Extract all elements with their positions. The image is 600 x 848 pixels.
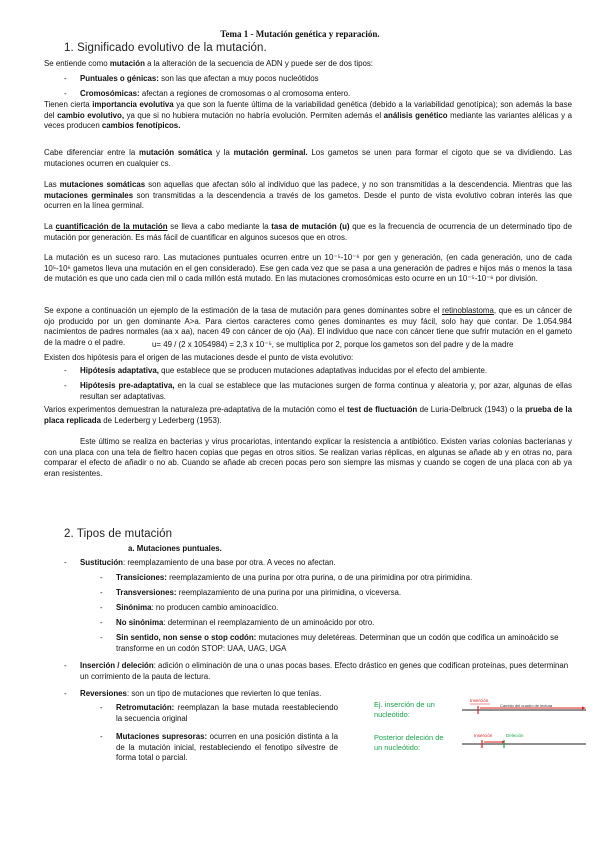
list-item-sustitucion: Sustitución: reemplazamiento de una base por otra. A veces no afectan. [80,558,336,567]
diagram-label-delecion: Deleción [506,733,524,738]
section-heading-2: 2. Tipos de mutación [64,528,173,540]
text-run: cuantificación de la mutación [55,222,168,231]
diagram-note-delecion: Posterior deleción de un nucleótido: [374,733,444,752]
list-item-mutaciones-supresoras: Mutaciones supresoras: ocurren en una posición distinta a la de la mutación inicial, restableciendo el fenotipo silvestre de forma total o parcial. [116,732,338,763]
paragraph-experimentos [44,405,572,426]
text-run: importancia evolutiva [92,100,174,109]
formula-tasa-mutacion: u= 49 / (2 x 1054984) = 2,3 x 10⁻⁵, se multiplica por 2, porque los gametos son del padre y de la madre [152,340,514,349]
text-run: son aquellas que afectan sólo al individuo que las padece, y no son transmitidas a la descendencia. Mientras que las [145,180,573,189]
text-run: que es la frecuencia de ocurrencia de un determinado tipo de mutación por generación. Es más fácil de cuantificar en algunos sucesos que en otros. [44,222,572,242]
text-run: La [44,222,56,231]
list-dash: - [100,618,103,627]
list-item-sin-sentido: Sin sentido, non sense o stop codón: mutaciones muy deletéreas. Determinan que un codón que codifica un aminoácido se transforme en un codón STOP: UAA, UAG, UGA [116,633,559,653]
frameshift-diagram [460,696,590,756]
text-run: mediante las variantes alélicas y a veces producen [44,110,572,131]
list-item-retromutacion: Retromutación: reemplazan la base mutada reestableciendo la secuencia original [116,703,338,723]
list-dash: - [100,588,103,597]
text-run: Se expone a continuación un ejemplo de la estimación de la tasa de mutación para genes dominantes sobre el [44,306,443,315]
paragraph-mutaciones-somaticas [44,180,572,212]
text-run: , que es un cáncer de ojo producido por un gen dominante A>a. Para ciertos caracteres como genes dominantes es muy fácil, solo hay que contar. De 1.054.984 nacimientos de padres normales (aa x aa), nacen 49 con cáncer de ojo (Aa). El individuo que nace con cáncer tiene que sufrir mutación en el gameto de la madre o el padre. [44,306,573,347]
list-item-transversiones: Transversiones: reemplazamiento de una purina por una pirimidina, o viceversa. [116,588,402,597]
text-run: y la [212,148,234,157]
text-run: se lleva a cabo mediante la [167,222,272,231]
text-run: retinoblastoma [442,306,494,315]
text-run: análisis genético [383,110,448,120]
list-dash: - [64,689,67,698]
text-run: ya que si no hubiera mutación no habría evolución. Permiten además el [124,110,384,120]
paragraph-hipotesis: Existen dos hipótesis para el origen de las mutaciones desde el punto de vista evolutivo: [44,353,354,362]
list-dash: - [64,89,67,98]
text-run: mutación germinal. [233,148,308,157]
text-run: Tienen cierta [44,100,93,109]
list-item-reversiones: Reversiones: son un tipo de mutaciones que revierten lo que tenías. [80,689,322,698]
list-item-insercion-delecion: Inserción / deleción: adición o eliminación de una o unas pocas bases. Efecto drástico en genes que codifican proteínas, pues determinan un corrimiento de la pauta de lectura. [80,661,569,681]
diagram-label-cambio: Cambio del cuadro de lectura [500,703,553,708]
text-run: de Lederberg y Lederberg (1953). [101,415,222,425]
paragraph-suceso-raro: La mutación es un suceso raro. Las mutaciones puntuales ocurren entre un 10⁻⁵-10⁻⁶ por gen y generación, (en cada generación, uno de cada 10⁵-10⁶ gametos lleva una mutación en el gen considerado). Ese gen cada vez que se pasa a una generación de padres e hijos más o menos la tasa de mutación es que uno cada cien mil o cada millón está mutado. En las mutaciones cromosómicas esto ocurre en un 10⁻⁵-10⁻⁶ por división. [44,253,572,284]
list-dash: - [100,603,103,612]
section-heading-1: 1. Significado evolutivo de la mutación. [64,42,267,54]
text-run: Las [44,180,60,189]
list-dash: - [64,661,67,670]
list-dash: - [100,732,103,741]
text-run: cambios fenotípicos. [101,121,181,131]
list-dash: - [100,633,103,642]
text-run: Cabe diferenciar entre la [44,148,140,157]
text-run: mutaciones germinales [44,190,134,200]
text-run: ya que son la fuente última de la variabilidad genética (debido a la variabilidad genotípica); son además la base del [44,100,573,120]
list-dash: - [64,381,67,390]
text-run: Los gametos se unen para formar el cigoto que se va dividiendo. Las mutaciones ocurren en cualquier cs. [44,148,572,168]
list-item-cromosomicas: Cromosómicas: afectan a regiones de cromosomas o al cromosoma entero. [80,89,351,98]
text-run: mutación somática [139,148,213,157]
list-item-hipotesis-preadaptativa: Hipótesis pre-adaptativa, en la cual se establece que las mutaciones surgen de forma continua y aleatoria y, por azar, algunas de ellas resultan ser adaptativas. [80,381,573,401]
text-run: tasa de mutación (u) [271,222,350,231]
text-run: Varios experimentos demuestran la naturaleza pre-adaptativa de la mutación como el [44,405,348,414]
paragraph-importancia [44,100,572,132]
text-run: mutaciones somáticas [59,180,146,189]
diagram-label-insercion-2: Inserción [474,733,493,738]
list-item-puntuales: Puntuales o génicas: son las que afectan a muy pocos nucleótidos [80,74,319,83]
text-run: cambio evolutivo, [57,110,125,120]
text-run: prueba de la placa replicada [44,405,572,425]
list-item-transiciones: Transiciones: reemplazamiento de una purina por otra purina, o de una pirimidina por otra pirimidina. [116,573,473,582]
list-dash: - [64,558,67,567]
text-run: test de fluctuación [347,405,418,414]
diagram-note-insercion: Ej. inserción de un nucleótido: [374,700,435,719]
text-run: de Luria-Delbruck (1943) o la [417,405,526,414]
list-dash: - [64,74,67,83]
intro-paragraph: Se entiende como mutación a la alteración de la secuencia de ADN y puede ser de dos tipos: [44,59,373,68]
list-item-no-sinonima: No sinónima: determinan el reemplazamiento de un aminoácido por otro. [116,618,375,627]
list-item-sinonima: Sinónima: no producen cambio aminoacídico. [116,603,279,612]
list-dash: - [100,573,103,582]
list-dash: - [100,703,103,712]
subsection-heading: a. Mutaciones puntuales. [128,544,222,553]
document-title: Tema 1 - Mutación genética y reparación. [220,29,380,39]
list-item-hipotesis-adaptativa: Hipótesis adaptativa, que establece que se producen mutaciones adaptativas inducidas por el efecto del ambiente. [80,366,488,375]
paragraph-somatica-germinal [44,148,572,169]
text-run: son transmitidas a la descendencia a través de los gametos. Desde el punto de vista evolutivo cobran interés las que ocurren en la línea germinal. [44,190,572,211]
paragraph-placa-replicada: Este último se realiza en bacterias y virus procariotas, intentando explicar la resistencia a antibiótico. Existen varias colonias bacterianas y con una placa con una tela de fieltro hacen copias que pegas en otros sitios. Se realizan varias réplicas, en algunas se añade ab y en otras no, para comparar el efecto de añadir o no ab. Cuando se añade ab crecen pocas pero son siempre las mismas y cuando se cogen de una placa con ab ya eran resistentes. [44,437,572,478]
diagram-label-insercion: Inserción [470,698,489,703]
paragraph-cuantificacion [44,222,572,243]
frameshift-arrowhead [582,707,586,710]
list-dash: - [64,366,67,375]
